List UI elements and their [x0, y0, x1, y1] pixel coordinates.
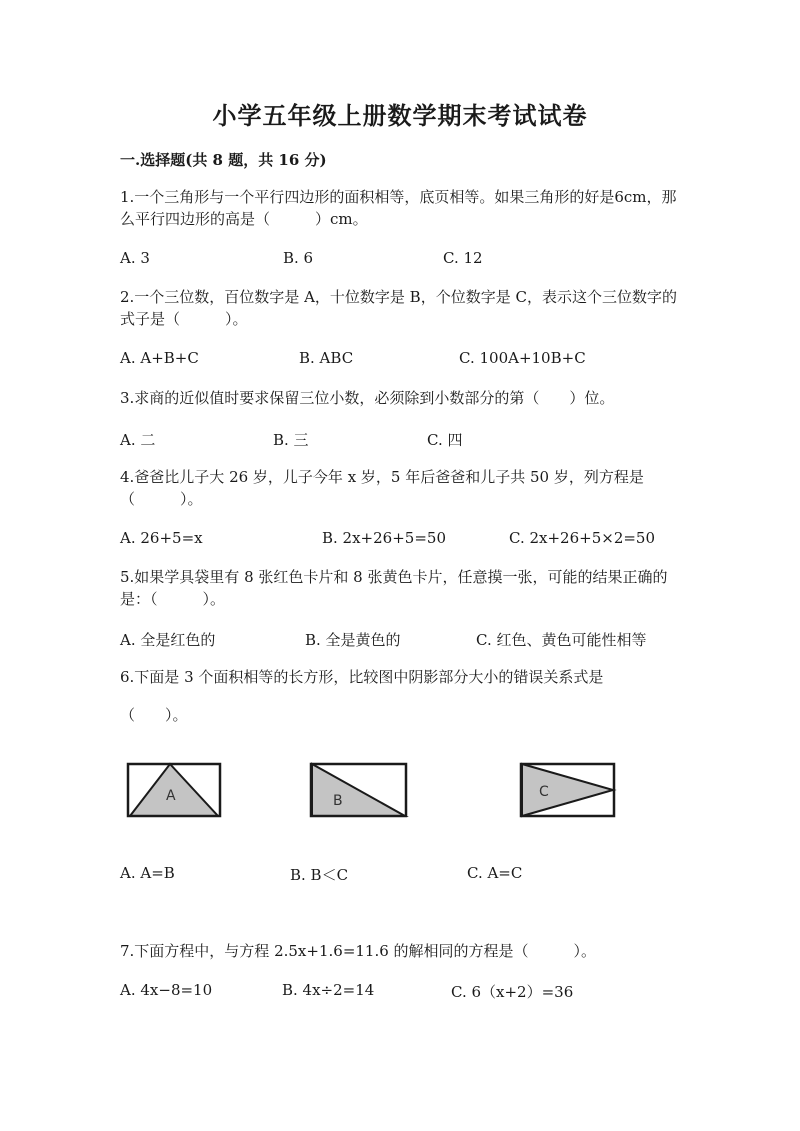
question-6-option-a: A. A=B — [120, 864, 175, 882]
figure-c-shaded-triangle — [522, 764, 613, 816]
question-5-option-c: C. 红色、黄色可能性相等 — [476, 631, 647, 649]
question-4-text: 4.爸爸比儿子大 26 岁，儿子今年 x 岁，5 年后爸爸和儿子共 50 岁，列方程是（ ）。 — [120, 468, 644, 508]
question-7-option-b: B. 4x÷2=14 — [282, 981, 375, 999]
question-3-option-c: C. 四 — [427, 431, 463, 449]
figure-c-label: C — [539, 784, 549, 800]
question-1-option-a: A. 3 — [120, 249, 150, 267]
figure-b-label: B — [333, 793, 343, 809]
question-1-option-c: C. 12 — [443, 249, 483, 267]
question-6-figure — [0, 760, 800, 820]
question-5-text: 5.如果学具袋里有 8 张红色卡片和 8 张黄色卡片，任意摸一张，可能的结果正确的是：（ ）。 — [120, 568, 668, 608]
question-6-option-b: B. B＜C — [290, 866, 349, 884]
question-7-option-c: C. 6（x+2）=36 — [451, 983, 574, 1001]
figure-rect-c — [521, 764, 614, 816]
question-2-option-b: B. ABC — [299, 349, 354, 367]
figure-b-shaded-triangle — [312, 764, 405, 816]
question-6-text-line2: （ ）。 — [120, 706, 188, 724]
question-2-text: 2.一个三位数，百位数字是 A，十位数字是 B，个位数字是 C，表示这个三位数字的式子是（ ）。 — [120, 288, 677, 328]
question-2-option-c: C. 100A+10B+C — [459, 349, 586, 367]
question-6-option-c: C. A=C — [467, 864, 523, 882]
question-7-option-a: A. 4x−8=10 — [120, 981, 213, 999]
question-1-text: 1.一个三角形与一个平行四边形的面积相等，底页相等。如果三角形的好是6cm，那么平行四边形的高是（ ）cm。 — [120, 188, 677, 228]
question-4-option-c: C. 2x+26+5×2=50 — [509, 529, 656, 547]
question-2-option-a: A. A+B+C — [120, 349, 199, 367]
question-7-text: 7.下面方程中，与方程 2.5x+1.6=11.6 的解相同的方程是（ ）。 — [120, 942, 597, 960]
question-3-option-a: A. 二 — [120, 431, 156, 449]
question-6-text: 6.下面是 3 个面积相等的长方形，比较图中阴影部分大小的错误关系式是 — [120, 668, 604, 686]
section-heading: 一.选择题(共 8 题，共 16 分) — [120, 151, 327, 169]
figure-rect-b — [311, 764, 406, 816]
figure-rect-a — [128, 764, 220, 816]
question-3-text: 3.求商的近似值时要求保留三位小数，必须除到小数部分的第（ ）位。 — [120, 389, 615, 407]
question-3-option-b: B. 三 — [273, 431, 309, 449]
figure-a-label: A — [166, 788, 176, 804]
question-5-option-a: A. 全是红色的 — [120, 631, 216, 649]
question-5-option-b: B. 全是黄色的 — [305, 631, 401, 649]
question-4-option-a: A. 26+5=x — [120, 529, 203, 547]
question-1-option-b: B. 6 — [283, 249, 314, 267]
question-4-option-b: B. 2x+26+5=50 — [322, 529, 446, 547]
page-title: 小学五年级上册数学期末考试试卷 — [212, 101, 588, 130]
